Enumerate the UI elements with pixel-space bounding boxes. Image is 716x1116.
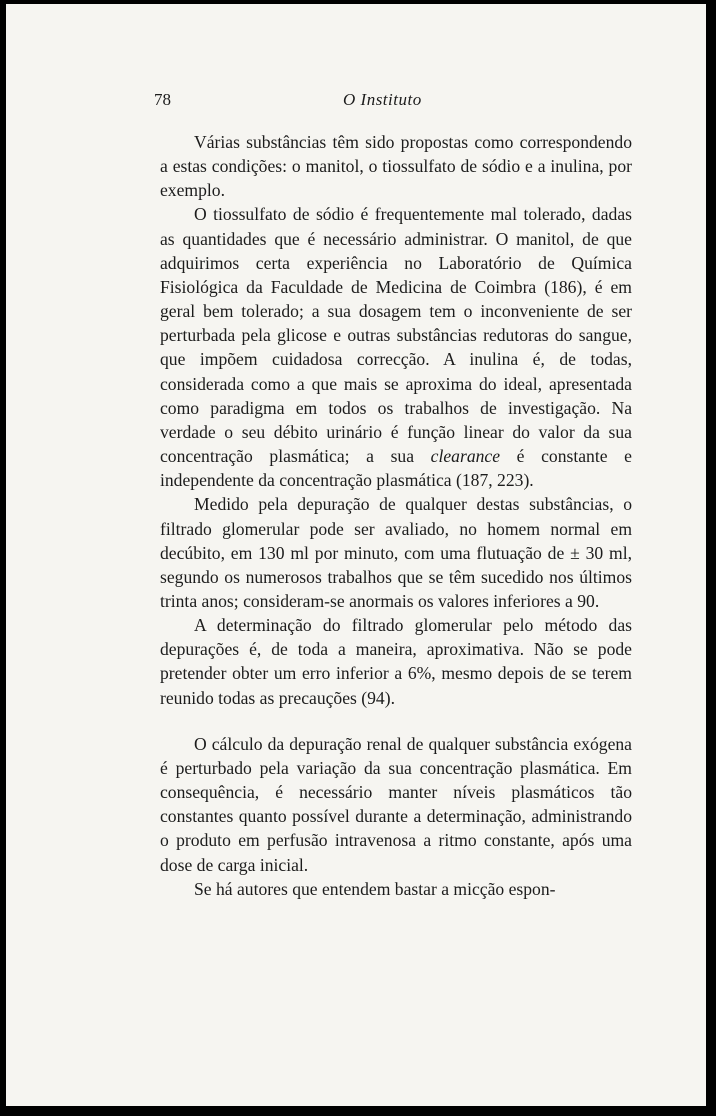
clearance-term: clearance [430,446,501,467]
page-header [6,90,706,118]
paragraph-2-text: O tiossulfato de sódio é frequentemente mal tolerado, dadas as quantidades que é necessário administrar. O manitol, de que adquirimos certa experiência no Laboratório de Química Fisiológica da Faculdade de Medicina de Coimbra (186), é em geral bem tolerado; a sua dosagem tem o inconveniente de ser perturbada pela glicose e outras substâncias redutoras do sangue, que impõem cuidadosa correcção. A inulina é, de todas, considerada como a que mais se aproxima do ideal, apresentada como paradigma em todos os trabalhos de investigação. Na verdade o seu débito urinário é função linear do valor da sua concentração plasmática; a sua [160,204,632,467]
paragraph-2 [160,202,632,492]
body-text [160,130,632,901]
paragraph-6: Se há autores que entendem bastar a micção espon- [194,878,556,899]
paragraph-5: O cálculo da depuração renal de qualquer substância exógena é perturbado pela variação da sua concentração plasmática. Em consequência, é necessário manter níveis plasmáticos tão constantes quanto possível durante a determinação, administrando o produto em perfusão intravenosa a ritmo constante, após uma dose de carga inicial. [160,733,632,875]
paragraph-3: Medido pela depuração de qualquer destas substâncias, o filtrado glomerular pode ser avaliado, no homem normal em decúbito, em 130 ml por minuto, com uma flutuação de ± 30 ml, segundo os numerosos trabalhos que se têm sucedido nos últimos trinta anos; consideram-se anormais os valores inferiores a 90. [160,494,632,611]
page-number: 78 [154,90,171,109]
book-page [6,4,706,1106]
paragraph-2-end: é constante e independente da concentração plasmática (187, 223). [160,446,632,491]
paragraph-4: A determinação do filtrado glomerular pelo método das depurações é, de toda a maneira, aproximativa. Não se pode pretender obter um erro inferior a 6%, mesmo depois de se terem reunido todas as precauções (94). [160,615,632,708]
running-title: O Instituto [343,90,422,109]
paragraph-1: Várias substâncias têm sido propostas como correspondendo a estas condições: o manitol, o tiossulfato de sódio e a inulina, por exemplo. [160,132,632,201]
